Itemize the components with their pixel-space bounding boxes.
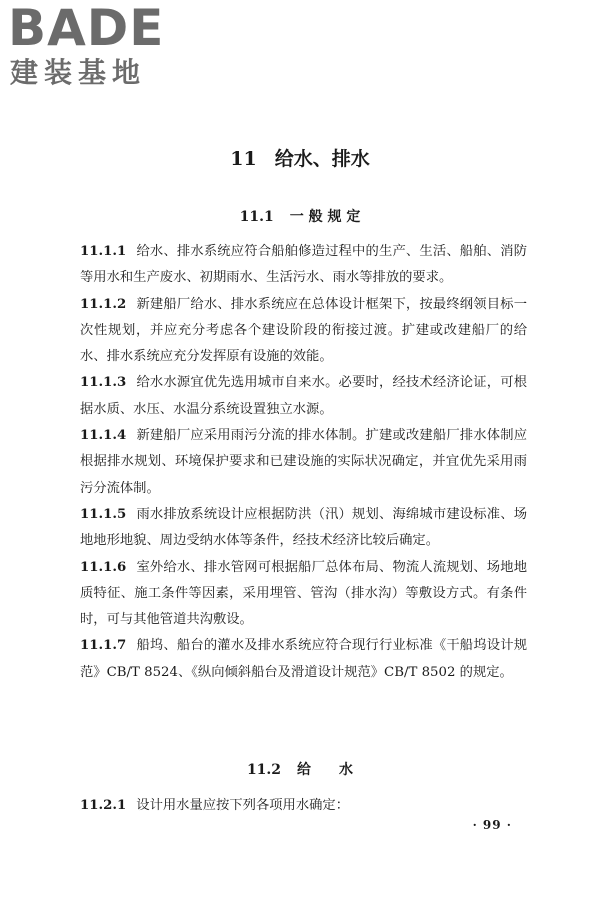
clause-text: 雨水排放系统设计应根据防洪（汛）规划、海绵城市建设标准、场地地形地貌、周边受纳水体等条件，经技术经济比较后确定。 [80,506,527,549]
section-heading-water-supply [0,760,600,780]
clause-number: 11.1.7 [80,638,127,654]
clause-text: 设计用水量应按下列各项用水确定： [136,798,350,813]
clause [80,370,527,423]
clause [80,239,527,292]
clause [80,423,527,502]
clause-text: 新建船厂应采用雨污分流的排水体制。扩建或改建船厂排水体制应根据排水规划、环境保护要求和已建设施的实际状况确定，并宜优先采用雨污分流体制。 [80,428,527,496]
clause-number: 11.1.3 [80,375,127,391]
clause-number: 11.2.1 [80,798,127,813]
logo-brand: BADE [8,0,165,57]
clause-number: 11.1.5 [80,506,127,522]
chapter-name: 给水、排水 [274,148,370,170]
clause-text: 给水水源宜优先选用城市自来水。必要时，经技术经济论证，可根据水质、水压、水温分系统设置独立水源。 [80,375,527,417]
chapter-title [0,147,600,171]
clause-number: 11.1.6 [80,559,127,575]
section-title: 给 水 [297,762,354,778]
clause [80,555,527,634]
section-number: 11.1 [239,209,274,225]
logo-subtitle: 建装基地 [10,56,147,89]
clause [80,292,527,371]
clause-text: 新建船厂给水、排水系统应在总体设计框架下，按最终纲领目标一次性规划，并应充分考虑各个建设阶段的衔接过渡。扩建或改建船厂的给水、排水系统应充分发挥原有设施的效能。 [80,296,527,365]
page-number: · 99 · [472,818,512,832]
section-heading-general [0,207,600,227]
clause-text: 船坞、船台的灌水及排水系统应符合现行行业标准《干船坞设计规范》CB/T 8524、《纵向倾斜船台及滑道设计规范》CB/T 8502 的规定。 [80,638,527,680]
clause-number: 11.1.4 [80,428,127,444]
section-number: 11.2 [246,762,282,778]
clause-text: 室外给水、排水管网可根据船厂总体布局、物流人流规划、场地地质特征、施工条件等因素，采用埋管、管沟（排水沟）等敷设方式。有条件时，可与其他管道共沟敷设。 [80,559,527,628]
section-title: 一 般 规 定 [289,209,361,225]
clause-number: 11.1.2 [80,296,127,312]
clause [80,502,527,555]
clause [80,793,527,819]
clause [80,633,527,686]
chapter-number: 11 [230,148,257,170]
bade-logo [8,2,178,94]
clauses-block [80,239,527,686]
clause-text: 给水、排水系统应符合船舶修造过程中的生产、生活、船舶、消防等用水和生产废水、初期雨水、生活污水、雨水等排放的要求。 [80,244,527,286]
clause-number: 11.1.1 [80,244,127,259]
